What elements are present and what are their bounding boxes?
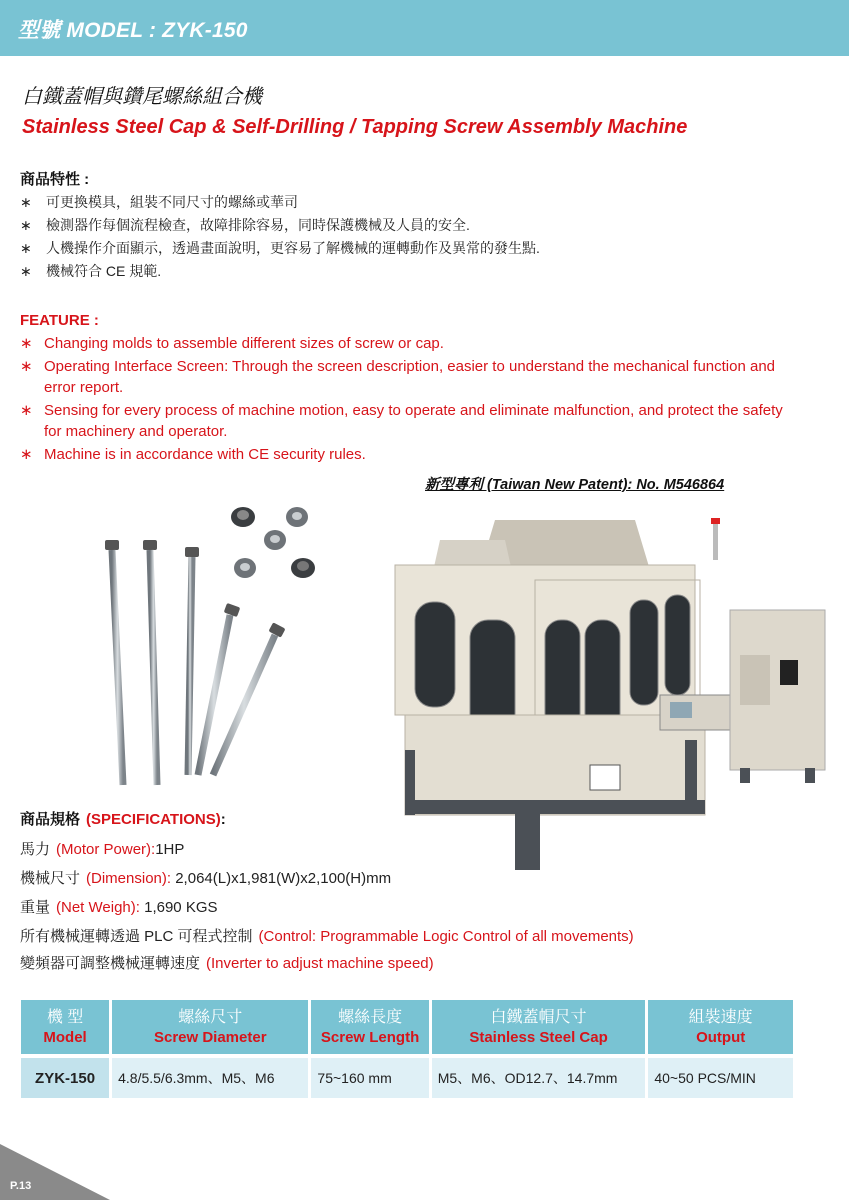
- spec-row-inverter: [20, 952, 434, 973]
- cap-icon: [234, 558, 256, 578]
- header-zh: 螺絲尺寸: [178, 1008, 243, 1026]
- spec-row-dimension: [20, 867, 391, 888]
- patent-note: 新型專利 (Taiwan New Patent): No. M546864: [425, 477, 725, 493]
- header-en: Screw Length: [320, 1028, 420, 1046]
- machine-photo: [385, 510, 840, 875]
- bullet-icon: ∗: [20, 263, 32, 279]
- table-row: [21, 1058, 793, 1098]
- title-english: Stainless Steel Cap & Self-Drilling / Tapping Screw Assembly Machine: [22, 116, 688, 138]
- spec-label-en: (Control: Programmable Logic Control of all movements): [258, 928, 634, 945]
- feature-text: Sensing for every process of machine motion, easy to operate and eliminate malfunction, and protect the safety for machinery and operator.: [44, 401, 783, 440]
- cap-icon: [264, 530, 286, 550]
- header-en: Screw Diameter: [153, 1028, 267, 1046]
- bullet-icon: ∗: [20, 401, 33, 419]
- spec-label-zh: 重量: [20, 899, 51, 916]
- spec-label-en: (Net Weigh):: [56, 899, 140, 916]
- table-cell: 4.8/5.5/6.3mm、M5、M6: [112, 1058, 308, 1098]
- feature-text: 檢測器作每個流程檢查，故障排除容易，同時保護機械及人員的安全.: [46, 217, 470, 233]
- table-cell: M5、M6、OD12.7、14.7mm: [432, 1058, 646, 1098]
- features-zh-heading: 商品特性 :: [20, 171, 90, 188]
- header-zh: 螺絲長度: [338, 1008, 403, 1026]
- screw-icon: [105, 540, 123, 785]
- specs-heading-en: (SPECIFICATIONS): [86, 811, 221, 828]
- screws-photo: [85, 495, 385, 795]
- list-item: [20, 238, 540, 261]
- table-header-cell: [311, 1000, 428, 1054]
- bullet-icon: ∗: [20, 445, 33, 463]
- spec-value: 2,064(L)x1,981(W)x2,100(H)mm: [175, 870, 392, 887]
- bullet-icon: ∗: [20, 357, 33, 375]
- spec-row-net-weight: [20, 896, 218, 917]
- specs-heading: [20, 808, 226, 829]
- list-item: [20, 356, 820, 399]
- spec-value: 1HP: [155, 841, 185, 858]
- bullet-icon: ∗: [20, 217, 32, 233]
- spec-row-control: [20, 925, 634, 946]
- list-item: [20, 400, 820, 443]
- table-header-cell: [21, 1000, 109, 1054]
- table-header-row: [21, 1000, 793, 1054]
- spec-label-zh: 馬力: [20, 841, 51, 858]
- header-en: Model: [43, 1028, 87, 1046]
- spec-label-en: (Dimension):: [86, 870, 172, 887]
- spec-label-zh: 機械尺寸: [20, 870, 81, 887]
- signal-tower-icon: [713, 520, 718, 560]
- header-en: Output: [696, 1028, 746, 1046]
- list-item: [20, 192, 540, 215]
- header-en: Stainless Steel Cap: [469, 1028, 608, 1046]
- bullet-icon: ∗: [20, 194, 32, 210]
- features-en-heading: FEATURE :: [20, 312, 99, 329]
- table-header-cell: [432, 1000, 646, 1054]
- title-chinese: 白鐵蓋帽與鑽尾螺絲組合機: [22, 84, 262, 108]
- spec-label-zh: 所有機械運轉透過 PLC 可程式控制: [20, 928, 253, 945]
- feature-text: Machine is in accordance with CE security rules.: [44, 445, 366, 463]
- table-header-cell: [112, 1000, 308, 1054]
- list-item: [20, 215, 540, 238]
- spec-label-en: (Inverter to adjust machine speed): [206, 955, 434, 972]
- spec-value: 1,690 KGS: [144, 899, 218, 916]
- model-title: 型號 MODEL : ZYK-150: [18, 19, 248, 42]
- spec-label-zh: 變頻器可調整機械運轉速度: [20, 955, 201, 972]
- header-zh: 機 型: [46, 1008, 84, 1026]
- list-item: [20, 333, 820, 355]
- cap-icon: [291, 558, 315, 578]
- header-zh: 白鐵蓋帽尺寸: [490, 1008, 587, 1026]
- table-cell: ZYK-150: [21, 1058, 109, 1098]
- screw-icon: [198, 603, 240, 775]
- header-bar: [0, 0, 849, 56]
- features-zh-list: [20, 192, 540, 284]
- cap-icon: [231, 507, 255, 527]
- page-number: P.13: [10, 1180, 32, 1192]
- feature-text: Changing molds to assemble different sizes of screw or cap.: [44, 335, 444, 352]
- table-cell: 40~50 PCS/MIN: [648, 1058, 793, 1098]
- specs-heading-colon: :: [220, 811, 226, 828]
- screw-icon: [143, 540, 157, 785]
- bullet-icon: ∗: [20, 240, 32, 256]
- feature-text: 可更換模具，組裝不同尺寸的螺絲或華司: [46, 194, 298, 210]
- features-en-list: [20, 333, 820, 466]
- bullet-icon: ∗: [20, 335, 33, 352]
- spec-table: [18, 1000, 796, 1098]
- specs-heading-zh: 商品規格: [20, 811, 81, 828]
- table-header-cell: [648, 1000, 793, 1054]
- cap-icon: [286, 507, 308, 527]
- spec-label-en: (Motor Power):: [56, 841, 156, 858]
- feature-text: 機械符合 CE 規範.: [46, 263, 162, 279]
- spec-row-motor-power: [20, 838, 184, 859]
- feature-text: 人機操作介面顯示，透過畫面說明，更容易了解機械的運轉動作及異常的發生點.: [46, 240, 540, 256]
- feature-text: Operating Interface Screen: Through the screen description, easier to understand the mechanical function and error report.: [44, 357, 776, 396]
- screw-icon: [185, 547, 199, 775]
- header-zh: 組裝速度: [688, 1008, 753, 1026]
- table-cell: 75~160 mm: [311, 1058, 428, 1098]
- list-item: [20, 444, 820, 466]
- list-item: [20, 261, 540, 284]
